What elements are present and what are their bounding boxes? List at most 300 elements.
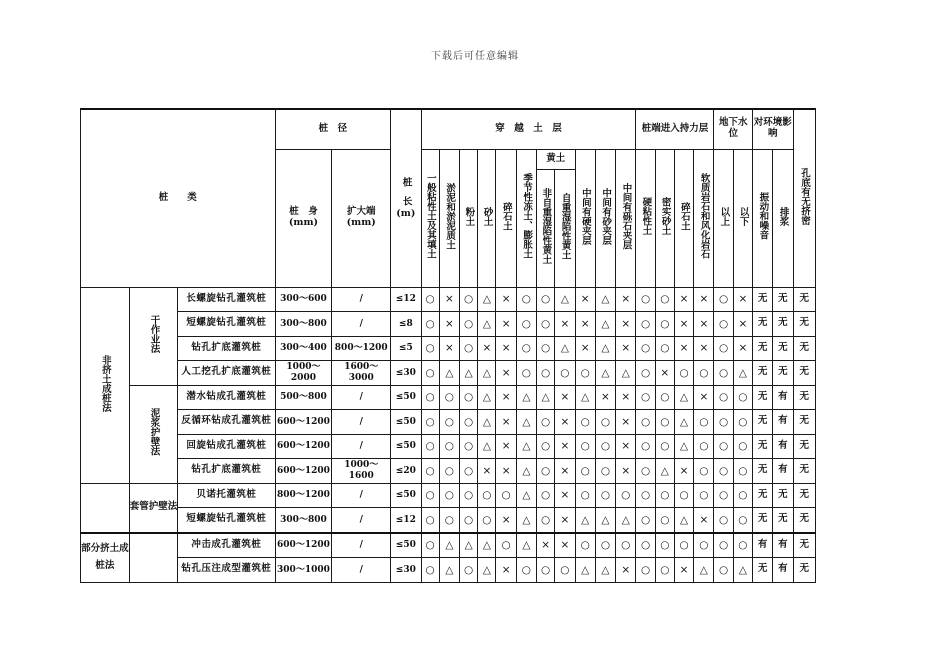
suitability-mark: ○: [714, 336, 733, 361]
suitability-mark: ○: [421, 533, 439, 558]
suitability-mark: ×: [733, 287, 752, 312]
shaft-diameter: 500～800: [275, 385, 332, 410]
suitability-mark: ○: [439, 434, 459, 459]
header-shaft: 桩 身 (mm): [275, 149, 332, 287]
suitability-mark: ○: [595, 483, 615, 508]
enlarged-end-diameter: /: [332, 434, 391, 459]
suitability-mark: ○: [439, 483, 459, 508]
table-row: [81, 312, 816, 337]
suitability-mark: ×: [555, 434, 575, 459]
header-layer-col: 碎石土: [496, 149, 516, 287]
suitability-mark: ○: [714, 312, 733, 337]
header-water-col: 以上: [714, 149, 733, 287]
suitability-mark: ○: [575, 483, 595, 508]
environment-impact: 无: [753, 385, 773, 410]
table-row: [81, 459, 816, 484]
suitability-mark: ○: [655, 287, 674, 312]
suitability-mark: △: [478, 533, 496, 558]
suitability-mark: ○: [421, 385, 439, 410]
suitability-mark: ○: [694, 361, 714, 386]
table-row: [81, 533, 816, 558]
header-pile-diameter: 桩 径: [275, 109, 391, 149]
suitability-mark: ○: [636, 361, 655, 386]
suitability-mark: ×: [496, 434, 516, 459]
header-env-col: 振动和噪音: [753, 149, 773, 287]
suitability-mark: △: [616, 361, 636, 386]
suitability-mark: ○: [555, 558, 575, 583]
suitability-mark: ×: [694, 508, 714, 533]
category-partial-squeeze: 部分挤土成桩法: [81, 533, 130, 583]
header-bearing-col: 碎石土: [674, 149, 693, 287]
suitability-mark: ○: [439, 508, 459, 533]
suitability-mark: ○: [674, 533, 693, 558]
suitability-mark: ○: [655, 533, 674, 558]
hole-bottom-compaction: 无: [793, 410, 815, 435]
pile-length: ≤12: [391, 508, 421, 533]
suitability-mark: ○: [439, 410, 459, 435]
pile-name: 潜水钻成孔灌筑桩: [178, 385, 275, 410]
hole-bottom-compaction: 无: [793, 287, 815, 312]
enlarged-end-diameter: /: [332, 533, 391, 558]
suitability-mark: ○: [537, 459, 555, 484]
suitability-mark: ○: [516, 558, 536, 583]
suitability-mark: ○: [655, 434, 674, 459]
suitability-mark: ○: [714, 483, 733, 508]
pile-length: ≤30: [391, 361, 421, 386]
suitability-mark: ○: [516, 287, 536, 312]
hole-bottom-compaction: 无: [793, 459, 815, 484]
header-layer-col: 砂土: [478, 149, 496, 287]
suitability-mark: ○: [421, 483, 439, 508]
suitability-mark: ×: [496, 459, 516, 484]
category-casing-method: 套管护壁法: [129, 483, 178, 533]
suitability-mark: ○: [421, 361, 439, 386]
suitability-mark: ×: [616, 385, 636, 410]
suitability-mark: ○: [537, 483, 555, 508]
suitability-mark: ×: [674, 312, 693, 337]
suitability-mark: ○: [460, 336, 478, 361]
suitability-mark: ×: [674, 459, 693, 484]
suitability-mark: ×: [733, 312, 752, 337]
suitability-mark: ×: [496, 336, 516, 361]
suitability-mark: ○: [733, 410, 752, 435]
suitability-mark: ○: [636, 410, 655, 435]
table-row: [81, 483, 816, 508]
suitability-mark: △: [733, 558, 752, 583]
header-enlarged-end: 扩大端 (mm): [332, 149, 391, 287]
suitability-mark: ×: [555, 483, 575, 508]
suitability-mark: ○: [674, 361, 693, 386]
suitability-mark: △: [595, 558, 615, 583]
pile-name: 钻孔压注成型灌筑桩: [178, 558, 275, 583]
suitability-mark: △: [595, 312, 615, 337]
suitability-mark: ○: [516, 312, 536, 337]
suitability-mark: ○: [714, 508, 733, 533]
suitability-mark: ×: [694, 336, 714, 361]
pile-name: 钻孔扩底灌筑桩: [178, 336, 275, 361]
pile-name: 冲击成孔灌筑桩: [178, 533, 275, 558]
suitability-mark: ×: [555, 410, 575, 435]
suitability-mark: ○: [537, 287, 555, 312]
suitability-mark: ○: [655, 483, 674, 508]
environment-impact: 无: [753, 508, 773, 533]
hole-bottom-compaction: 无: [793, 434, 815, 459]
pile-length: ≤50: [391, 385, 421, 410]
suitability-mark: △: [674, 508, 693, 533]
suitability-mark: △: [674, 434, 693, 459]
pile-length: ≤50: [391, 410, 421, 435]
suitability-mark: ○: [616, 533, 636, 558]
suitability-mark: △: [655, 459, 674, 484]
suitability-mark: ×: [616, 336, 636, 361]
suitability-mark: △: [478, 361, 496, 386]
suitability-mark: ○: [714, 459, 733, 484]
suitability-mark: ×: [575, 287, 595, 312]
suitability-mark: ○: [694, 483, 714, 508]
suitability-mark: ○: [595, 434, 615, 459]
suitability-mark: ×: [496, 410, 516, 435]
suitability-mark: △: [555, 287, 575, 312]
hole-bottom-compaction: 无: [793, 361, 815, 386]
suitability-mark: ○: [460, 459, 478, 484]
suitability-mark: △: [439, 533, 459, 558]
environment-impact: 有: [773, 533, 793, 558]
suitability-mark: ○: [516, 336, 536, 361]
suitability-mark: ○: [478, 508, 496, 533]
header-bearing-layer: 桩端进入持力层: [636, 109, 714, 149]
table-row: [81, 508, 816, 533]
suitability-mark: ○: [595, 459, 615, 484]
suitability-mark: △: [460, 533, 478, 558]
suitability-mark: △: [516, 459, 536, 484]
suitability-mark: ×: [616, 312, 636, 337]
suitability-mark: △: [516, 385, 536, 410]
pile-name: 钻孔扩底灌筑桩: [178, 459, 275, 484]
environment-impact: 无: [773, 508, 793, 533]
table-row: [81, 558, 816, 583]
pile-name: 贝诺托灌筑桩: [178, 483, 275, 508]
suitability-mark: ×: [439, 336, 459, 361]
shaft-diameter: 1000～2000: [275, 361, 332, 386]
header-layer-col: 粉土: [460, 149, 478, 287]
header-environment: 对环境影响: [753, 109, 794, 149]
category-mud-method: 泥浆护壁法: [129, 385, 178, 483]
suitability-mark: ×: [616, 459, 636, 484]
suitability-mark: △: [516, 533, 536, 558]
pile-length: ≤8: [391, 312, 421, 337]
suitability-mark: ○: [537, 312, 555, 337]
suitability-mark: ×: [674, 336, 693, 361]
environment-impact: 无: [753, 312, 773, 337]
header-groundwater: 地下水位: [714, 109, 753, 149]
hole-bottom-compaction: 无: [793, 385, 815, 410]
shaft-diameter: 300～800: [275, 312, 332, 337]
shaft-diameter: 300～800: [275, 508, 332, 533]
suitability-mark: △: [575, 558, 595, 583]
suitability-mark: ○: [733, 459, 752, 484]
suitability-mark: ×: [655, 361, 674, 386]
header-bearing-col: 软质岩石和风化岩石: [694, 149, 714, 287]
header-pile-type: 桩 类: [81, 109, 276, 287]
header-layer-col: 中间有砾石夹层: [616, 149, 636, 287]
header-layer-col: 非自重湿陷性黄土: [537, 169, 555, 287]
suitability-mark: ○: [636, 558, 655, 583]
suitability-mark: ○: [421, 287, 439, 312]
suitability-mark: ×: [496, 312, 516, 337]
shaft-diameter: 300～400: [275, 336, 332, 361]
suitability-mark: ○: [460, 483, 478, 508]
suitability-mark: ○: [636, 533, 655, 558]
suitability-mark: △: [674, 385, 693, 410]
suitability-mark: ○: [714, 287, 733, 312]
suitability-mark: ○: [439, 459, 459, 484]
suitability-mark: ○: [460, 312, 478, 337]
suitability-mark: △: [478, 312, 496, 337]
pile-name: 短螺旋钻孔灌筑桩: [178, 508, 275, 533]
header-env-col: 排浆: [773, 149, 793, 287]
enlarged-end-diameter: /: [332, 287, 391, 312]
suitability-mark: △: [478, 385, 496, 410]
suitability-mark: △: [575, 385, 595, 410]
suitability-mark: △: [694, 558, 714, 583]
suitability-mark: ○: [714, 410, 733, 435]
suitability-mark: ×: [616, 434, 636, 459]
suitability-mark: △: [478, 410, 496, 435]
header-layer-col: 自重湿陷性黄土: [555, 169, 575, 287]
enlarged-end-diameter: 800～1200: [332, 336, 391, 361]
suitability-mark: △: [516, 483, 536, 508]
hole-bottom-compaction: 无: [793, 312, 815, 337]
suitability-mark: ○: [537, 336, 555, 361]
shaft-diameter: 600～1200: [275, 434, 332, 459]
suitability-mark: ○: [733, 533, 752, 558]
shaft-diameter: 800～1200: [275, 483, 332, 508]
suitability-mark: ×: [537, 533, 555, 558]
suitability-mark: ×: [496, 361, 516, 386]
suitability-mark: ○: [421, 336, 439, 361]
pile-length: ≤50: [391, 483, 421, 508]
suitability-mark: ○: [537, 434, 555, 459]
suitability-mark: ×: [595, 385, 615, 410]
suitability-mark: ×: [555, 533, 575, 558]
suitability-mark: ○: [714, 558, 733, 583]
hole-bottom-compaction: 无: [793, 336, 815, 361]
suitability-mark: ×: [555, 312, 575, 337]
table-row: [81, 410, 816, 435]
header-bearing-col: 硬粘性土: [636, 149, 655, 287]
suitability-mark: ×: [478, 336, 496, 361]
suitability-mark: ○: [460, 558, 478, 583]
suitability-mark: ×: [674, 287, 693, 312]
pile-length: ≤12: [391, 287, 421, 312]
suitability-mark: ○: [694, 434, 714, 459]
suitability-mark: ○: [537, 558, 555, 583]
suitability-mark: ○: [694, 533, 714, 558]
suitability-mark: ×: [575, 336, 595, 361]
environment-impact: 有: [753, 533, 773, 558]
suitability-mark: △: [595, 508, 615, 533]
suitability-mark: ○: [655, 312, 674, 337]
pile-name: 人工挖孔扩底灌筑桩: [178, 361, 275, 386]
suitability-mark: ○: [636, 459, 655, 484]
suitability-mark: ○: [733, 483, 752, 508]
suitability-mark: △: [516, 410, 536, 435]
suitability-mark: ×: [616, 410, 636, 435]
suitability-mark: ○: [537, 508, 555, 533]
suitability-mark: ○: [496, 483, 516, 508]
suitability-mark: ○: [733, 434, 752, 459]
suitability-mark: ○: [496, 533, 516, 558]
enlarged-end-diameter: /: [332, 558, 391, 583]
suitability-mark: ○: [575, 361, 595, 386]
suitability-mark: △: [439, 558, 459, 583]
suitability-mark: ○: [460, 385, 478, 410]
page-header: 下载后可任意编辑: [431, 51, 519, 62]
suitability-mark: ×: [733, 336, 752, 361]
enlarged-end-diameter: /: [332, 312, 391, 337]
suitability-mark: △: [674, 410, 693, 435]
pile-selection-table: [80, 108, 816, 583]
enlarged-end-diameter: /: [332, 410, 391, 435]
suitability-mark: ×: [478, 459, 496, 484]
environment-impact: 无: [773, 336, 793, 361]
category-dry-method: 干作业法: [129, 287, 178, 385]
table-row: [81, 434, 816, 459]
suitability-mark: ○: [537, 410, 555, 435]
suitability-mark: △: [478, 287, 496, 312]
suitability-mark: △: [595, 287, 615, 312]
suitability-mark: ○: [714, 533, 733, 558]
suitability-mark: ○: [575, 533, 595, 558]
pile-length: ≤20: [391, 459, 421, 484]
suitability-mark: ○: [694, 410, 714, 435]
environment-impact: 有: [773, 459, 793, 484]
hole-bottom-compaction: 无: [793, 508, 815, 533]
environment-impact: 无: [773, 361, 793, 386]
header-layer-col: 一般粘性土及其填土: [421, 149, 439, 287]
suitability-mark: △: [537, 385, 555, 410]
pile-name: 反循环钻成孔灌筑桩: [178, 410, 275, 435]
suitability-mark: ○: [655, 336, 674, 361]
table-row: [81, 361, 816, 386]
suitability-mark: ×: [555, 385, 575, 410]
suitability-mark: ○: [714, 385, 733, 410]
header-layer-col: 淤泥和淤泥质土: [439, 149, 459, 287]
enlarged-end-diameter: 1000～1600: [332, 459, 391, 484]
pile-length: ≤5: [391, 336, 421, 361]
suitability-mark: ○: [575, 410, 595, 435]
suitability-mark: ○: [714, 361, 733, 386]
suitability-mark: ○: [595, 533, 615, 558]
suitability-mark: ×: [555, 459, 575, 484]
suitability-mark: ○: [655, 558, 674, 583]
environment-impact: 无: [753, 336, 773, 361]
pile-length: ≤30: [391, 558, 421, 583]
suitability-mark: ○: [655, 385, 674, 410]
suitability-mark: ○: [655, 508, 674, 533]
environment-impact: 无: [753, 434, 773, 459]
suitability-mark: ○: [674, 483, 693, 508]
suitability-mark: ○: [460, 508, 478, 533]
shaft-diameter: 300～600: [275, 287, 332, 312]
suitability-mark: ×: [616, 558, 636, 583]
suitability-mark: ○: [636, 312, 655, 337]
suitability-mark: ○: [575, 459, 595, 484]
environment-impact: 无: [753, 459, 773, 484]
suitability-mark: ○: [636, 508, 655, 533]
header-loess: 黄土: [537, 149, 576, 169]
suitability-mark: ×: [555, 508, 575, 533]
environment-impact: 无: [773, 483, 793, 508]
suitability-mark: ○: [421, 410, 439, 435]
suitability-mark: ○: [460, 287, 478, 312]
environment-impact: 有: [773, 558, 793, 583]
suitability-mark: ○: [733, 508, 752, 533]
table-viewport: [80, 108, 811, 576]
header-hole-bottom: 孔底有无挤密: [793, 109, 815, 287]
table-row: [81, 287, 816, 312]
suitability-mark: ×: [674, 558, 693, 583]
suitability-mark: ×: [439, 287, 459, 312]
suitability-mark: ×: [496, 385, 516, 410]
suitability-mark: ×: [575, 312, 595, 337]
shaft-diameter: 600～1200: [275, 533, 332, 558]
header-layer-col: 中间有砂夹层: [595, 149, 615, 287]
suitability-mark: △: [460, 361, 478, 386]
environment-impact: 有: [773, 385, 793, 410]
suitability-mark: ×: [616, 287, 636, 312]
suitability-mark: ○: [421, 459, 439, 484]
enlarged-end-diameter: /: [332, 508, 391, 533]
shaft-diameter: 600～1200: [275, 459, 332, 484]
suitability-mark: ○: [555, 361, 575, 386]
pile-name: 长螺旋钻孔灌筑桩: [178, 287, 275, 312]
suitability-mark: △: [595, 361, 615, 386]
hole-bottom-compaction: 无: [793, 483, 815, 508]
suitability-mark: ○: [516, 361, 536, 386]
suitability-mark: △: [616, 508, 636, 533]
pile-length: ≤50: [391, 434, 421, 459]
suitability-mark: ×: [694, 385, 714, 410]
suitability-mark: ×: [496, 508, 516, 533]
hole-bottom-compaction: 无: [793, 558, 815, 583]
environment-impact: 无: [753, 361, 773, 386]
suitability-mark: △: [575, 508, 595, 533]
header-pile-length: 桩 长 (m): [391, 109, 421, 287]
environment-impact: 有: [773, 410, 793, 435]
suitability-mark: ○: [636, 434, 655, 459]
enlarged-end-diameter: /: [332, 385, 391, 410]
table-row: [81, 385, 816, 410]
table-row: [81, 336, 816, 361]
category-non-squeeze: 非挤土成桩法: [81, 287, 130, 483]
suitability-mark: ○: [636, 385, 655, 410]
environment-impact: 无: [753, 483, 773, 508]
suitability-mark: △: [516, 434, 536, 459]
pile-name: 回旋钻成孔灌筑桩: [178, 434, 275, 459]
suitability-mark: ○: [421, 558, 439, 583]
enlarged-end-diameter: 1600～3000: [332, 361, 391, 386]
suitability-mark: ○: [421, 508, 439, 533]
suitability-mark: △: [439, 361, 459, 386]
suitability-mark: ○: [460, 434, 478, 459]
header-water-col: 以下: [733, 149, 752, 287]
suitability-mark: △: [478, 558, 496, 583]
shaft-diameter: 600～1200: [275, 410, 332, 435]
enlarged-end-diameter: /: [332, 483, 391, 508]
suitability-mark: ○: [595, 410, 615, 435]
suitability-mark: ○: [478, 483, 496, 508]
